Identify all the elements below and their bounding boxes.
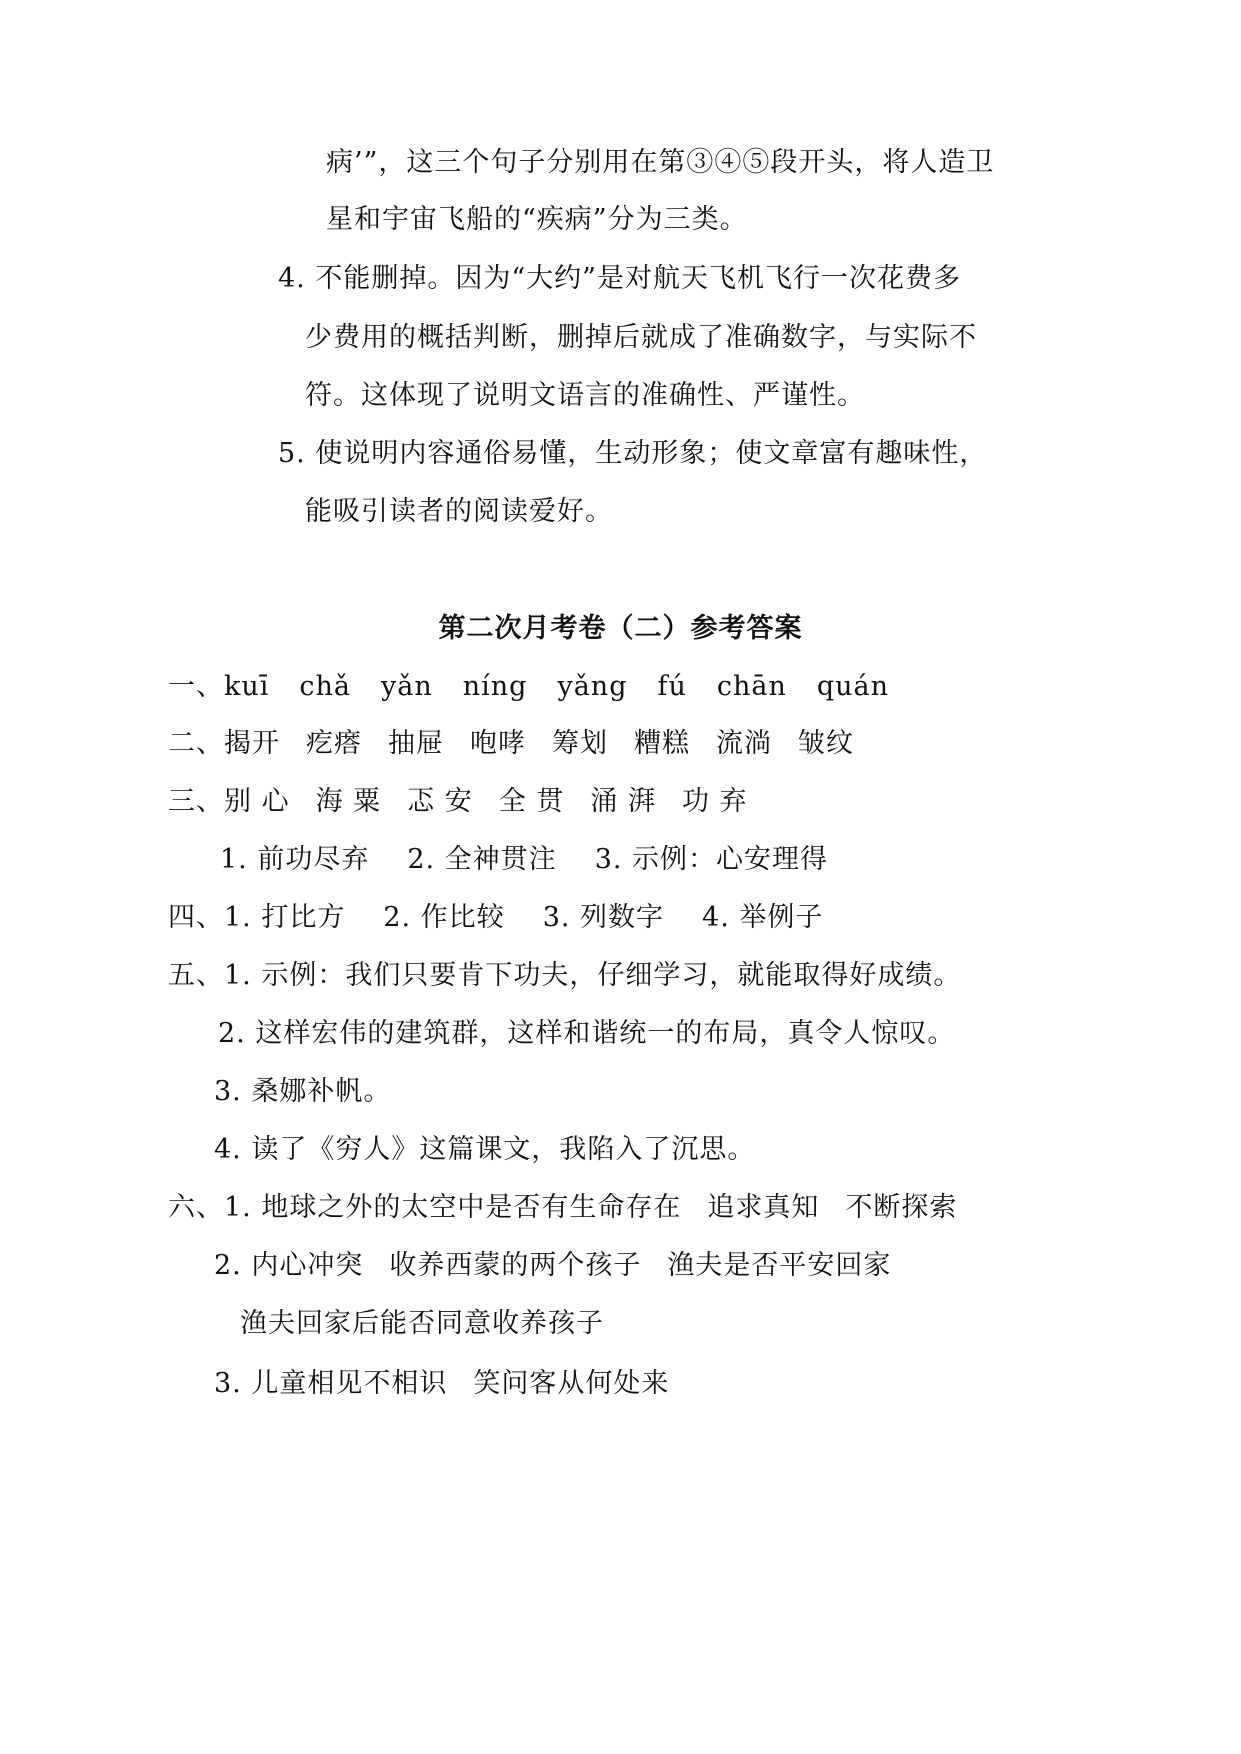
answer-item: 1. 地球之外的太空中是否有生命存在 bbox=[224, 1192, 682, 1223]
word-item: 糟糕 bbox=[634, 728, 690, 759]
answer-item: 2. 作比较 bbox=[383, 902, 505, 933]
section-4-answers bbox=[168, 898, 823, 938]
answer-item: 3. 儿童相见不相识 bbox=[214, 1368, 448, 1399]
word-item: 揭开 bbox=[224, 728, 280, 759]
section-5-line-2: 2. 这样宏伟的建筑群，这样和谐统一的布局，真令人惊叹。 bbox=[218, 1018, 956, 1049]
section-1-number: 一、 bbox=[168, 671, 224, 702]
answer-item: 笑问客从何处来 bbox=[473, 1368, 670, 1399]
word-item: 海 粟 bbox=[315, 786, 382, 817]
section-6-line-4 bbox=[214, 1364, 669, 1404]
pinyin-item: chān bbox=[716, 671, 787, 702]
section-5-number: 五、 bbox=[168, 960, 224, 991]
upper-q4-line-2: 少费用的概括判断，删掉后就成了准确数字，与实际不 bbox=[305, 322, 977, 353]
upper-q4-line-1: 4. 不能删掉。因为“大约”是对航天飞机飞行一次花费多 bbox=[278, 263, 961, 294]
word-item: 疙瘩 bbox=[306, 728, 362, 759]
upper-line-1: 病’”，这三个句子分别用在第③④⑤段开头，将人造卫 bbox=[326, 147, 995, 178]
pinyin-item: quán bbox=[816, 671, 890, 702]
word-item: 全 贯 bbox=[498, 786, 565, 817]
word-item: 皱纹 bbox=[798, 728, 854, 759]
section-4-number: 四、 bbox=[168, 902, 224, 933]
page-title: 第二次月考卷（二）参考答案 bbox=[438, 613, 803, 644]
upper-q4-line-3: 符。这体现了说明文语言的准确性、严谨性。 bbox=[305, 380, 865, 411]
answer-item: 渔夫是否平安回家 bbox=[667, 1250, 892, 1281]
word-item: 涌 湃 bbox=[590, 786, 656, 817]
idiom-item: 3. 示例：心安理得 bbox=[594, 844, 829, 875]
section-6-line-2 bbox=[214, 1246, 891, 1286]
upper-line-2: 星和宇宙飞船的“疾病”分为三类。 bbox=[326, 204, 748, 235]
answer-item: 1. 示例：我们只要肯下功夫，仔细学习，就能取得好成绩。 bbox=[224, 960, 962, 991]
section-5-line-3: 3. 桑娜补帆。 bbox=[214, 1076, 392, 1107]
upper-q5-line-2: 能吸引读者的阅读爱好。 bbox=[305, 496, 613, 527]
pinyin-item: fú bbox=[657, 671, 687, 702]
answer-item: 3. 列数字 bbox=[542, 902, 665, 933]
section-5-line-1 bbox=[168, 956, 961, 996]
word-item: 抽屉 bbox=[388, 728, 444, 759]
idiom-item: 2. 全神贯注 bbox=[407, 844, 557, 875]
idiom-item: 1. 前功尽弃 bbox=[220, 844, 370, 875]
answer-item: 2. 内心冲突 bbox=[214, 1250, 364, 1281]
pinyin-item: yǎng bbox=[557, 671, 628, 702]
section-5-line-4: 4. 读了《穷人》这篇课文，我陷入了沉思。 bbox=[214, 1134, 756, 1165]
pinyin-item: chǎ bbox=[299, 671, 351, 702]
upper-q5-line-1: 5. 使说明内容通俗易懂，生动形象；使文章富有趣味性， bbox=[278, 438, 988, 469]
word-item: 功 弃 bbox=[681, 786, 748, 817]
answer-item: 不断探索 bbox=[845, 1192, 958, 1223]
section-2-number: 二、 bbox=[168, 728, 224, 759]
pinyin-item: kuī bbox=[224, 671, 270, 702]
answer-item: 4. 举例子 bbox=[702, 902, 824, 933]
section-3-words bbox=[168, 782, 748, 822]
word-item: 筹划 bbox=[552, 728, 608, 759]
section-3-idioms bbox=[220, 840, 828, 880]
section-1-pinyin bbox=[168, 667, 889, 707]
word-item: 别 心 bbox=[224, 786, 290, 817]
section-6-line-1 bbox=[168, 1188, 957, 1228]
section-6-number: 六、 bbox=[168, 1192, 224, 1223]
section-6-line-3: 渔夫回家后能否同意收养孩子 bbox=[240, 1308, 604, 1339]
section-2-words bbox=[168, 724, 854, 764]
answer-item: 收养西蒙的两个孩子 bbox=[389, 1250, 642, 1281]
answer-item: 1. 打比方 bbox=[224, 902, 346, 933]
pinyin-item: yǎn bbox=[381, 671, 433, 702]
word-item: 忑 安 bbox=[407, 786, 473, 817]
word-item: 咆哮 bbox=[470, 728, 526, 759]
pinyin-item: níng bbox=[462, 671, 528, 702]
answer-item: 追求真知 bbox=[707, 1192, 820, 1223]
word-item: 流淌 bbox=[716, 728, 772, 759]
section-3-number: 三、 bbox=[168, 786, 224, 817]
